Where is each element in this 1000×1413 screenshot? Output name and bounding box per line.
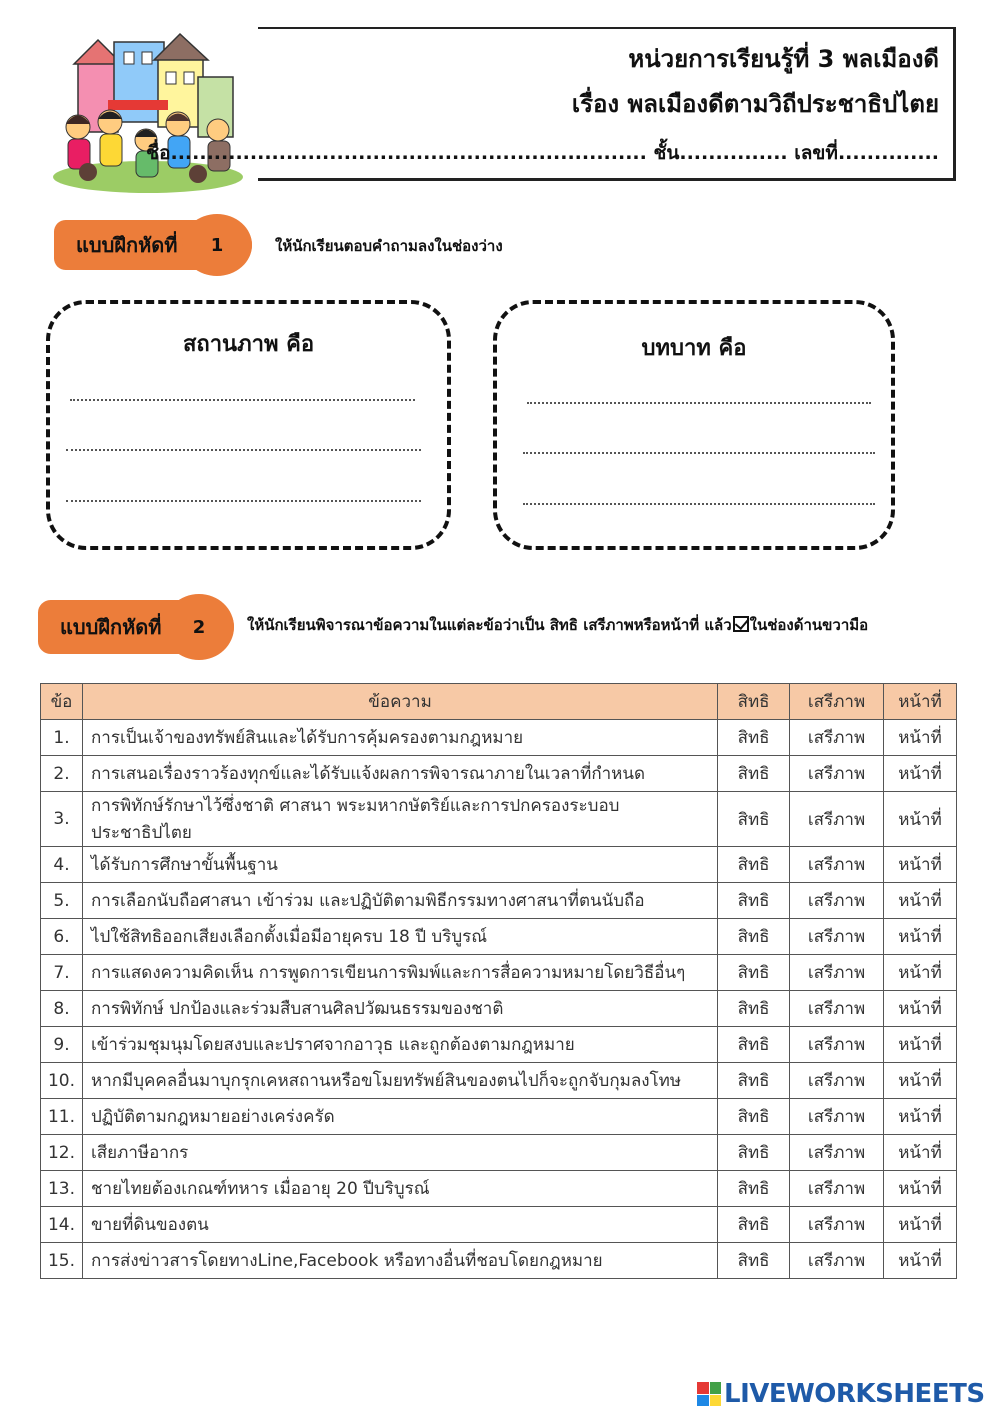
table-row xyxy=(41,919,957,955)
row-statement: การเป็นเจ้าของทรัพย์สินและได้รับการคุ้มครองตามกฎหมาย xyxy=(82,720,717,756)
row-statement: ปฏิบัติตามกฎหมายอย่างเคร่งครัด xyxy=(82,1099,717,1135)
role-answer-line[interactable] xyxy=(523,503,875,505)
option-freedom[interactable]: เสรีภาพ xyxy=(790,919,884,955)
name-blank[interactable]: .................................................................. xyxy=(170,142,647,164)
name-label: ชื่อ xyxy=(146,142,171,164)
option-duty[interactable]: หน้าที่ xyxy=(884,1207,957,1243)
table-row xyxy=(41,1243,957,1279)
liveworksheets-logo-icon xyxy=(697,1382,721,1406)
header-right: สิทธิ xyxy=(718,684,790,720)
role-answer-box xyxy=(493,300,895,550)
option-right[interactable]: สิทธิ xyxy=(718,955,790,991)
row-number: 2. xyxy=(41,756,83,792)
row-number: 10. xyxy=(41,1063,83,1099)
option-duty[interactable]: หน้าที่ xyxy=(884,955,957,991)
row-statement: การพิทักษ์รักษาไว้ซึ่งชาติ ศาสนา พระมหากษัตริย์และการปกครองระบอบประชาธิปไตย xyxy=(82,792,717,847)
row-statement: การส่งข่าวสารโดยทางLine,Facebook หรือทางอื่นที่ชอบโดยกฎหมาย xyxy=(82,1243,717,1279)
liveworksheets-logo[interactable] xyxy=(697,1376,985,1412)
option-right[interactable]: สิทธิ xyxy=(718,756,790,792)
option-duty[interactable]: หน้าที่ xyxy=(884,1099,957,1135)
exercise2-instruction-tail: ในช่องด้านขวามือ xyxy=(749,616,869,634)
header-freedom: เสรีภาพ xyxy=(790,684,884,720)
option-right[interactable]: สิทธิ xyxy=(718,1207,790,1243)
option-duty[interactable]: หน้าที่ xyxy=(884,1135,957,1171)
row-number: 6. xyxy=(41,919,83,955)
table-row xyxy=(41,955,957,991)
exercise2-instruction xyxy=(247,613,868,637)
number-label: เลขที่ xyxy=(794,142,838,164)
option-freedom[interactable]: เสรีภาพ xyxy=(790,720,884,756)
option-freedom[interactable]: เสรีภาพ xyxy=(790,1135,884,1171)
row-number: 13. xyxy=(41,1171,83,1207)
row-statement: การเลือกนับถือศาสนา เข้าร่วม และปฏิบัติตามพิธีกรรมทางศาสนาที่ตนนับถือ xyxy=(82,883,717,919)
exercise1-instruction: ให้นักเรียนตอบคำถามลงในช่องว่าง xyxy=(275,237,503,255)
table-row xyxy=(41,1063,957,1099)
option-duty[interactable]: หน้าที่ xyxy=(884,756,957,792)
row-statement: หากมีบุคคลอื่นมาบุกรุกเคหสถานหรือขโมยทรัพย์สินของตนไปก็จะถูกจับกุมลงโทษ xyxy=(82,1063,717,1099)
worksheet-header xyxy=(146,27,956,181)
option-right[interactable]: สิทธิ xyxy=(718,1135,790,1171)
row-statement: เสียภาษีอากร xyxy=(82,1135,717,1171)
header-number: ข้อ xyxy=(41,684,83,720)
table-row xyxy=(41,1135,957,1171)
unit-title: หน่วยการเรียนรู้ที่ 3 พลเมืองดี xyxy=(628,45,939,73)
row-number: 1. xyxy=(41,720,83,756)
role-answer-line[interactable] xyxy=(527,402,871,404)
option-right[interactable]: สิทธิ xyxy=(718,991,790,1027)
option-right[interactable]: สิทธิ xyxy=(718,1099,790,1135)
exercise2-badge xyxy=(38,600,234,654)
option-duty[interactable]: หน้าที่ xyxy=(884,720,957,756)
option-freedom[interactable]: เสรีภาพ xyxy=(790,756,884,792)
option-duty[interactable]: หน้าที่ xyxy=(884,1063,957,1099)
option-freedom[interactable]: เสรีภาพ xyxy=(790,955,884,991)
table-row xyxy=(41,720,957,756)
row-statement: ชายไทยต้องเกณฑ์ทหาร เมื่ออายุ 20 ปีบริบูรณ์ xyxy=(82,1171,717,1207)
header-illustration xyxy=(48,22,248,197)
lesson-title: เรื่อง พลเมืองดีตามวิถีประชาธิปไตย xyxy=(571,90,939,118)
row-number: 3. xyxy=(41,792,83,847)
option-duty[interactable]: หน้าที่ xyxy=(884,883,957,919)
table-header-row xyxy=(41,684,957,720)
option-right[interactable]: สิทธิ xyxy=(718,1063,790,1099)
option-freedom[interactable]: เสรีภาพ xyxy=(790,1171,884,1207)
table-row xyxy=(41,1207,957,1243)
row-statement: เข้าร่วมชุมนุมโดยสงบและปราศจากอาวุธ และถูกต้องตามกฎหมาย xyxy=(82,1027,717,1063)
logo-text: LIVEWORKSHEETS xyxy=(724,1379,985,1409)
number-blank[interactable]: .............. xyxy=(837,142,939,164)
status-answer-box xyxy=(46,300,451,550)
table-row xyxy=(41,1027,957,1063)
row-number: 15. xyxy=(41,1243,83,1279)
option-freedom[interactable]: เสรีภาพ xyxy=(790,847,884,883)
option-right[interactable]: สิทธิ xyxy=(718,1027,790,1063)
option-right[interactable]: สิทธิ xyxy=(718,792,790,847)
status-answer-line[interactable] xyxy=(70,399,415,401)
table-row xyxy=(41,756,957,792)
option-duty[interactable]: หน้าที่ xyxy=(884,1027,957,1063)
table-row xyxy=(41,847,957,883)
option-freedom[interactable]: เสรีภาพ xyxy=(790,883,884,919)
row-number: 11. xyxy=(41,1099,83,1135)
role-answer-line[interactable] xyxy=(523,452,875,454)
student-info-line xyxy=(146,138,939,168)
class-label: ชั้น xyxy=(653,142,680,164)
option-freedom[interactable]: เสรีภาพ xyxy=(790,1027,884,1063)
status-box-title: สถานภาพ คือ xyxy=(182,332,315,357)
option-freedom[interactable]: เสรีภาพ xyxy=(790,1243,884,1279)
class-blank[interactable]: ............... xyxy=(679,142,788,164)
option-freedom[interactable]: เสรีภาพ xyxy=(790,792,884,847)
row-number: 7. xyxy=(41,955,83,991)
row-number: 4. xyxy=(41,847,83,883)
table-row xyxy=(41,1171,957,1207)
option-freedom[interactable]: เสรีภาพ xyxy=(790,991,884,1027)
option-right[interactable]: สิทธิ xyxy=(718,720,790,756)
option-right[interactable]: สิทธิ xyxy=(718,1171,790,1207)
option-duty[interactable]: หน้าที่ xyxy=(884,1171,957,1207)
row-number: 12. xyxy=(41,1135,83,1171)
exercise1-number: 1 xyxy=(182,214,252,276)
row-number: 14. xyxy=(41,1207,83,1243)
rights-duties-table xyxy=(40,683,957,1279)
exercise2-label: แบบฝึกหัดที่ xyxy=(60,615,162,639)
option-freedom[interactable]: เสรีภาพ xyxy=(790,1207,884,1243)
option-duty[interactable]: หน้าที่ xyxy=(884,1243,957,1279)
table-row xyxy=(41,792,957,847)
option-duty[interactable]: หน้าที่ xyxy=(884,792,957,847)
row-statement: ขายที่ดินของตน xyxy=(82,1207,717,1243)
header-statement: ข้อความ xyxy=(82,684,717,720)
exercise2-instruction-text: ให้นักเรียนพิจารณาข้อความในแต่ละข้อว่าเป็น สิทธิ เสรีภาพหรือหน้าที่ แล้ว xyxy=(247,616,732,634)
table-row xyxy=(41,883,957,919)
option-duty[interactable]: หน้าที่ xyxy=(884,991,957,1027)
option-right[interactable]: สิทธิ xyxy=(718,847,790,883)
header-duty: หน้าที่ xyxy=(884,684,957,720)
option-freedom[interactable]: เสรีภาพ xyxy=(790,1063,884,1099)
table-row xyxy=(41,1099,957,1135)
option-right[interactable]: สิทธิ xyxy=(718,883,790,919)
row-statement: การพิทักษ์ ปกป้องและร่วมสืบสานศิลปวัฒนธรรมของชาติ xyxy=(82,991,717,1027)
row-number: 8. xyxy=(41,991,83,1027)
row-number: 5. xyxy=(41,883,83,919)
exercise1-badge xyxy=(54,220,252,270)
row-statement: การเสนอเรื่องราวร้องทุกข์และได้รับแจ้งผลการพิจารณาภายในเวลาที่กำหนด xyxy=(82,756,717,792)
row-number: 9. xyxy=(41,1027,83,1063)
row-statement: ได้รับการศึกษาขั้นพื้นฐาน xyxy=(82,847,717,883)
status-answer-line[interactable] xyxy=(66,500,421,502)
row-statement: การแสดงความคิดเห็น การพูดการเขียนการพิมพ์และการสื่อความหมายโดยวิธีอื่นๆ xyxy=(82,955,717,991)
checkbox-checked-icon xyxy=(733,616,749,632)
exercise1-label: แบบฝึกหัดที่ xyxy=(76,233,178,257)
row-statement: ไปใช้สิทธิออกเสียงเลือกตั้งเมื่อมีอายุครบ 18 ปี บริบูรณ์ xyxy=(82,919,717,955)
option-right[interactable]: สิทธิ xyxy=(718,919,790,955)
option-right[interactable]: สิทธิ xyxy=(718,1243,790,1279)
exercise2-number: 2 xyxy=(164,594,234,660)
role-box-title: บทบาท คือ xyxy=(641,336,747,361)
option-duty[interactable]: หน้าที่ xyxy=(884,919,957,955)
option-freedom[interactable]: เสรีภาพ xyxy=(790,1099,884,1135)
status-answer-line[interactable] xyxy=(66,449,421,451)
option-duty[interactable]: หน้าที่ xyxy=(884,847,957,883)
table-row xyxy=(41,991,957,1027)
